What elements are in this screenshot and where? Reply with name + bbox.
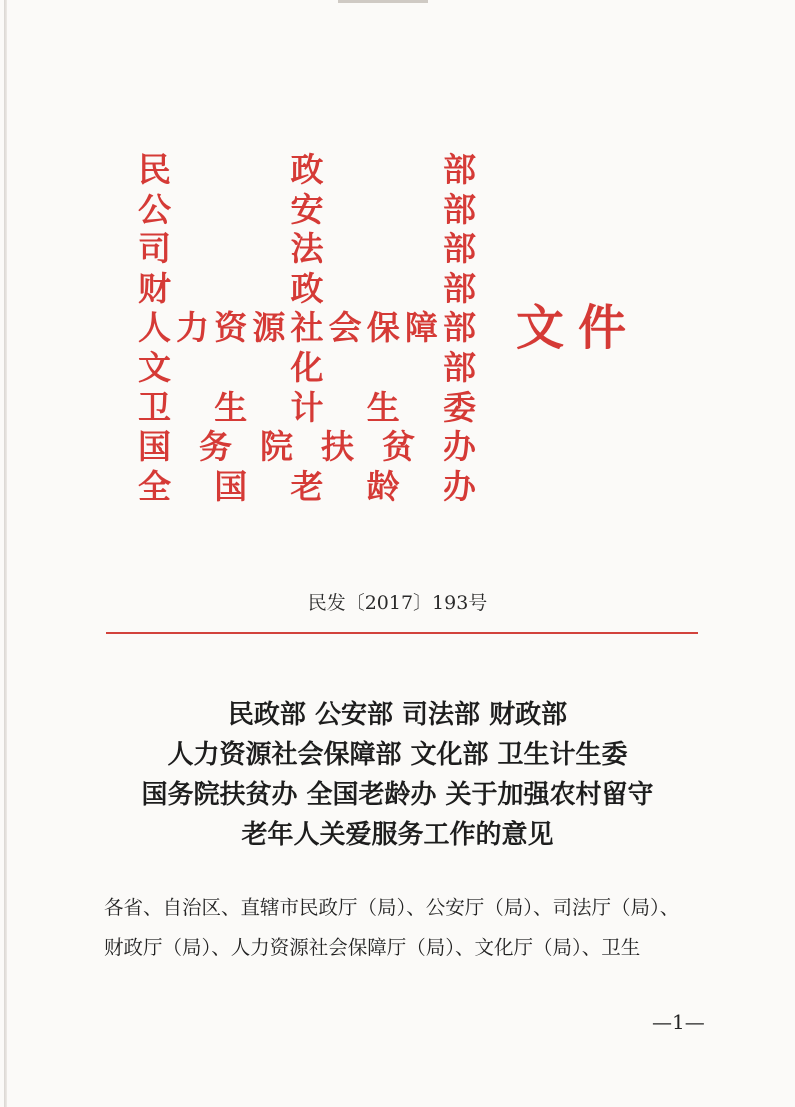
- issuer-char: 办: [443, 466, 476, 506]
- issuer-row: [138, 269, 478, 309]
- issuer-char: 部: [443, 268, 476, 308]
- issuer-row: [138, 388, 478, 428]
- issuer-char: 民: [138, 150, 171, 189]
- issuer-char: 生: [214, 387, 248, 427]
- issuer-char: 社: [290, 308, 324, 348]
- issuer-char: 法: [290, 229, 324, 269]
- issuer-char: 务: [199, 427, 232, 467]
- issuer-char: 文: [138, 347, 171, 387]
- issuer-char: 全: [138, 466, 171, 506]
- issuer-char: 保: [366, 308, 400, 348]
- document-word: 文件: [516, 300, 641, 356]
- issuer-char: 国: [138, 427, 171, 467]
- issuer-char: 化: [290, 347, 324, 387]
- issuer-char: 会: [328, 308, 362, 348]
- issuer-char: 司: [138, 229, 171, 269]
- issuer-char: 扶: [321, 427, 354, 467]
- issuer-char: 人: [138, 308, 171, 348]
- issuer-char: 贫: [382, 427, 415, 467]
- issuer-char: 生: [366, 387, 400, 427]
- issuer-char: 部: [443, 308, 476, 348]
- document-title: [0, 695, 795, 855]
- issuer-char: 部: [443, 347, 476, 387]
- issuer-char: 政: [290, 150, 324, 189]
- issuer-row: [138, 229, 478, 269]
- document-number: 民发〔2017〕193号: [307, 592, 488, 614]
- issuer-row: [138, 467, 478, 507]
- scan-edge: [4, 0, 7, 1107]
- issuer-char: 公: [138, 189, 171, 229]
- issuer-char: 龄: [366, 466, 400, 506]
- scan-mark: [338, 0, 428, 3]
- body-text: [104, 888, 704, 968]
- issuing-departments: [138, 150, 478, 506]
- issuer-char: 老: [290, 466, 324, 506]
- issuer-char: 财: [138, 268, 171, 308]
- issuer-char: 国: [214, 466, 248, 506]
- issuer-row: [138, 348, 478, 388]
- title-line-2: 人力资源社会保障部 文化部 卫生计生委: [167, 740, 628, 770]
- issuer-char: 计: [290, 387, 324, 427]
- issuer-char: 委: [443, 387, 476, 427]
- title-line-1: 民政部 公安部 司法部 财政部: [227, 700, 568, 730]
- issuer-char: 源: [252, 308, 286, 348]
- issuer-char: 办: [443, 427, 476, 467]
- issuer-char: 部: [443, 189, 476, 229]
- issuer-row: [138, 150, 478, 190]
- issuer-row: [138, 190, 478, 230]
- page-number: —1—: [652, 1010, 705, 1034]
- issuer-char: 卫: [138, 387, 171, 427]
- red-divider: [106, 632, 698, 634]
- issuer-char: 力: [176, 308, 210, 348]
- body-line-2: 财政厅（局）、人力资源社会保障厅（局）、文化厅（局）、卫生: [104, 936, 641, 959]
- title-line-4: 老年人关爱服务工作的意见: [241, 820, 554, 850]
- issuer-char: 安: [290, 189, 324, 229]
- body-line-1: 各省、自治区、直辖市民政厅（局）、公安厅（局）、司法厅（局）、: [104, 896, 680, 919]
- title-line-3: 国务院扶贫办 全国老龄办 关于加强农村留守: [141, 780, 654, 810]
- issuer-char: 院: [260, 427, 293, 467]
- issuer-char: 政: [290, 268, 324, 308]
- issuer-char: 资: [214, 308, 248, 348]
- issuer-row: [138, 427, 478, 467]
- issuer-char: 部: [443, 150, 476, 189]
- issuer-char: 部: [443, 229, 476, 269]
- issuer-char: 障: [404, 308, 438, 348]
- issuer-row: [138, 308, 478, 348]
